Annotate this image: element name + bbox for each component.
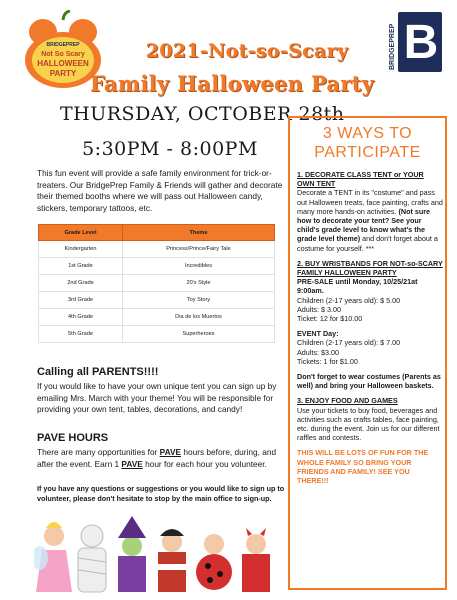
- table-row: [39, 241, 275, 258]
- pave-text-2: hours before, during, and after the event. Earn 1: [37, 447, 277, 469]
- kids-costumes-illustration: [34, 514, 294, 594]
- closing-message: THIS WILL BE LOTS OF FUN FOR THE WHOLE FAMILY SO BRING YOUR FRIENDS AND FAMILY! SEE YOU THERE!!!: [297, 448, 429, 486]
- theme-cell: Incredibles: [123, 258, 275, 275]
- grade-cell: 4th Grade: [39, 309, 123, 326]
- theme-cell: Dia de los Muertos: [123, 309, 275, 326]
- pirate-kid: [158, 529, 186, 592]
- parents-heading: Calling all PARENTS!!!!: [37, 366, 159, 378]
- parents-paragraph: If you would like to have your own unique tent you can sign up by emailing Mrs. March with your theme! You will be responsible for providing your own tent, tables, decorations, and candy!: [37, 381, 277, 414]
- way1-bold-note: (Not sure how to decorate your tent? See your child's grade level to know what's the grade level theme): [297, 206, 431, 244]
- pave-text-1: There are many opportunities for: [37, 447, 160, 457]
- event-time: 5:30PM - 8:00PM: [82, 138, 258, 160]
- questions-paragraph: If you have any questions or suggestions or you would like to sign up to volunteer, please don't hesitate to stop by the main office to sign-up.: [37, 484, 285, 503]
- logo-text-line4: PARTY: [49, 69, 77, 78]
- table-row: [39, 292, 275, 309]
- event-children-price: Children (2-17 years old): $ 7.00: [297, 338, 401, 348]
- way3-text: Use your tickets to buy food, beverages and activities such as crafts tables, face painting, etc. during the event. Join us for our different raffles and contests.: [297, 405, 440, 443]
- table-row: [39, 309, 275, 326]
- presale-adults-price: Adults: $ 3.00: [297, 304, 341, 314]
- event-title-line1: 2021-Not-so-Scary: [145, 40, 349, 62]
- grade-cell: 1st Grade: [39, 258, 123, 275]
- theme-header: Theme: [123, 225, 275, 241]
- theme-cell: Superheroes: [123, 326, 275, 343]
- way1-tail: and don't forget about a costume for yourself. ***: [297, 234, 438, 253]
- way2-heading: 2. BUY WRISTBANDS FOR NOT-so-SCARY FAMILY HALLOWEEN PARTY: [297, 258, 443, 278]
- way1-heading: 1. DECORATE CLASS TENT or YOUR OWN TENT: [297, 170, 424, 189]
- costume-note: Don't forget to wear costumes (Parents as well) and bring your Halloween baskets.: [297, 372, 441, 391]
- event-date: THURSDAY, OCTOBER 28th: [60, 103, 345, 125]
- theme-cell: Princess/Prince/Fairy Tale: [123, 241, 275, 258]
- table-header-row: [39, 225, 275, 241]
- way3-heading: 3. ENJOY FOOD AND GAMES: [297, 396, 398, 406]
- sidebar-title: 3 WAYS TO PARTICIPATE: [314, 125, 421, 161]
- grade-level-header: Grade Level: [39, 225, 123, 241]
- event-ticket-price: Tickets: 1 for $1.00: [297, 356, 358, 366]
- grade-cell: Kindergarten: [39, 241, 123, 258]
- fairy-kid: [34, 522, 72, 592]
- event-adults-price: Adults: $3.00: [297, 347, 339, 357]
- logo-text-line2: Not So Scary: [41, 51, 85, 58]
- presale-children-price: Children (2-17 years old): $ 5.00: [297, 295, 401, 305]
- theme-cell: Toy Story: [123, 292, 275, 309]
- mummy-kid: [78, 525, 106, 592]
- pave-keyword: PAVE: [121, 458, 143, 469]
- logo-text-line1: BRIDGEPREP: [46, 42, 80, 48]
- pave-keyword: PAVE: [159, 447, 182, 457]
- table-row: [39, 326, 275, 343]
- way1-text: Decorate a TENT in its "costume" and pass out Halloween treats, face painting, crafts and many more hands-on activities.: [297, 188, 443, 216]
- sidebar-content: [297, 170, 443, 491]
- pave-text-3: hour for each hour you volunteer.: [142, 458, 267, 469]
- theme-cell: 20's Style: [123, 275, 275, 292]
- grade-cell: 3rd Grade: [39, 292, 123, 309]
- logo-text-line3: HALLOWEEN: [37, 59, 89, 68]
- pave-heading: PAVE HOURS: [37, 432, 109, 444]
- event-title-line2: Family Halloween Party: [89, 71, 375, 96]
- bridgeprep-b-logo: [388, 8, 446, 76]
- logo-letter: B: [403, 16, 439, 69]
- pave-paragraph: [37, 447, 287, 470]
- grade-cell: 2nd Grade: [39, 275, 123, 292]
- grade-theme-table: [38, 224, 275, 343]
- event-day-label: EVENT Day:: [297, 329, 339, 339]
- witch-kid: [118, 516, 146, 592]
- presale-ticket-price: Ticket: 12 for $10.00: [297, 314, 363, 324]
- presale-note: PRE-SALE until Monday, 10/25/21at 9:00am.: [297, 277, 418, 296]
- devil-kid: [242, 528, 270, 592]
- table-row: [39, 258, 275, 275]
- intro-paragraph: This fun event will provide a safe family environment for trick-or-treaters. Our BridgePrep Family & Friends will gather and decorate their themed booths where we will pass out Halloween candy, stickers, temporary tattoos, etc.: [37, 168, 283, 213]
- table-row: [39, 275, 275, 292]
- ladybug-kid: [196, 534, 232, 590]
- logo-vertical-text: BRIDGEPREP: [389, 23, 396, 70]
- grade-cell: 5th Grade: [39, 326, 123, 343]
